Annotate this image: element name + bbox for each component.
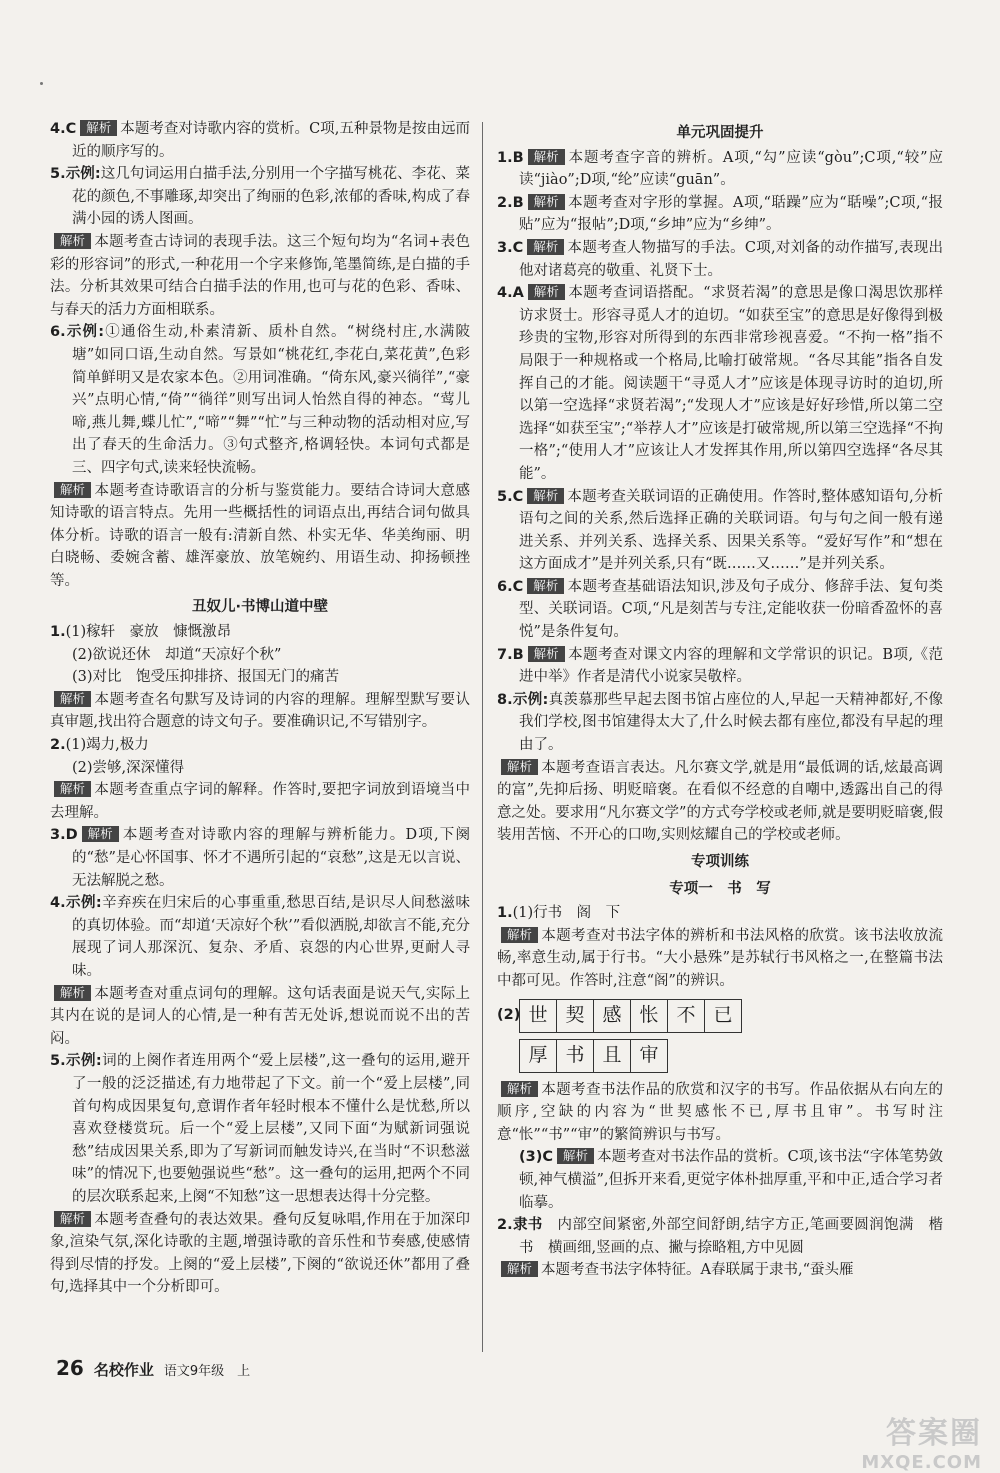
item-answer: B bbox=[512, 646, 524, 663]
analysis-tag: 解析 bbox=[501, 759, 538, 775]
analysis-paragraph bbox=[50, 231, 470, 321]
analysis-tag: 解析 bbox=[528, 194, 565, 210]
analysis-tag: 解析 bbox=[528, 149, 565, 165]
analysis-paragraph bbox=[497, 757, 943, 847]
analysis-paragraph bbox=[50, 689, 470, 734]
watermark-url: MXQE.COM bbox=[861, 1452, 982, 1473]
item-text: 本题考查对诗歌内容的赏析。C项,五种景物是按由远而近的顺序写的。 bbox=[72, 121, 470, 160]
answer-item bbox=[497, 282, 943, 485]
calligraphy-grid-1 bbox=[519, 999, 742, 1033]
answer-subitem bbox=[497, 1146, 943, 1214]
page-footer bbox=[56, 1356, 250, 1380]
answer-item bbox=[50, 118, 470, 163]
watermark bbox=[861, 1408, 982, 1473]
answer-item bbox=[50, 321, 470, 479]
calligraphy-cell: 厚 bbox=[520, 1040, 557, 1072]
calligraphy-cell: 感 bbox=[594, 1000, 631, 1032]
item-text: 本题考查对书法字体的辨析和书法风格的欣赏。该书法收放流畅,率意生动,属于行书。“大小悬殊”是苏轼行书风格之一,在整篇书法中都可见。作答时,注意“阁”的辨识。 bbox=[497, 927, 943, 989]
analysis-paragraph bbox=[497, 1079, 943, 1147]
item-text: 本题考查对重点词句的理解。这句话表面是说天气,实际上其内在说的是词人的心情,是一种有苦无处诉,想说而说不出的苦闷。 bbox=[50, 985, 470, 1047]
calligraphy-cell: 已 bbox=[713, 1004, 733, 1027]
analysis-paragraph bbox=[497, 925, 943, 993]
answer-item bbox=[50, 824, 470, 892]
item-text: (2)尝够,深深懂得 bbox=[72, 759, 185, 776]
item-text: ①通俗生动,朴素清新、质朴自然。“树绕村庄,水满陂塘”如同口语,生动自然。写景如“桃花红,李花白,菜花黄”,色彩简单鲜明又是农家本色。②用词准确。“倚东风,豪兴徜徉”,“豪兴”点明心情,“倚”“徜徉”则写出词人怡然自得的神态。“莺儿啼,燕儿舞,蝶儿忙”,“啼”“舞”“忙”与三种动物的活动相对应,写出了春天的生命活力。③句式整齐,格调轻快。本词句式都是三、四字句式,读来轻快流畅。 bbox=[72, 324, 470, 476]
book-title: 名校作业 bbox=[93, 1361, 154, 1379]
item-text: 本题考查基础语法知识,涉及句子成分、修辞手法、复句类型、关联词语。C项,“凡是刻苦与专注,定能收获一份暗香盈怀的喜悦”是条件复句。 bbox=[519, 578, 943, 641]
item-text: 本题考查诗歌语言的分析与鉴赏能力。要结合诗词大意感知诗歌的语言特点。先用一些概括性的词语点出,再结合词句做具体分析。诗歌的语言一般有:清新自然、朴实无华、华美绚丽、明白晓畅、委婉含蓄、雄浑豪放、放笔婉约、用语生动、抑扬顿挫等。 bbox=[50, 482, 470, 589]
item-text: 本题考查书法字体特征。A春联属于隶书,“蚕头雁 bbox=[541, 1262, 854, 1279]
section-title: 专项一 书 写 bbox=[669, 880, 771, 897]
calligraphy-label: (2) bbox=[497, 1007, 521, 1024]
calligraphy-grid-2 bbox=[519, 1039, 668, 1073]
item-number: 4. bbox=[50, 895, 66, 912]
answer-item bbox=[50, 734, 470, 757]
analysis-tag: 解析 bbox=[528, 646, 565, 662]
page-number: 26 bbox=[56, 1356, 84, 1380]
item-text: 本题考查对诗歌内容的理解与辨析能力。D项,下阕的“愁”是心怀国事、怀才不遇所引起的“哀愁”,这是无以言说、无法解脱之愁。 bbox=[72, 827, 470, 889]
item-answer: B bbox=[512, 149, 524, 166]
calligraphy-cell: 且 bbox=[594, 1040, 631, 1072]
analysis-paragraph bbox=[50, 779, 470, 824]
analysis-tag: 解析 bbox=[82, 826, 119, 842]
answer-item bbox=[50, 892, 470, 982]
item-text: 本题考查词语搭配。“求贤若渴”的意思是像口渴思饮那样访求贤士。形容寻觅人才的迫切。“如获至宝”的意思是好像得到极珍贵的宝物,形容对所得到的东西非常珍视喜爱。“不拘一格”指不局限于一种规格或一个格局,比喻打破常规。“各尽其能”指各自发挥自己的才能。阅读题干“寻觅人才”应该是体现寻访时的迫切,所以第一空选择“求贤若渴”;“发现人才”应该是好好珍惜,所以第二空选择“如获至宝”;“举荐人才”应该是打破常规,所以第三空选择“不拘一格”;“使用人才”应该让人才发挥其作用,所以第四空选择“各尽其能”。 bbox=[519, 285, 943, 482]
item-number: 3. bbox=[50, 827, 66, 844]
calligraphy-cell: 审 bbox=[639, 1044, 659, 1067]
analysis-tag: 解析 bbox=[501, 1261, 538, 1277]
answer-subitem bbox=[50, 644, 470, 667]
item-number: 1. bbox=[497, 905, 513, 922]
left-column bbox=[50, 118, 470, 1299]
item-text: 本题考查对字形的掌握。A项,“聒躁”应为“聒噪”;C项,“报贴”应为“报帖”;D项,“乡坤”应为“乡绅”。 bbox=[519, 194, 943, 234]
item-answer: 示例: bbox=[65, 1053, 102, 1070]
answer-item bbox=[50, 621, 470, 644]
item-number: 5. bbox=[50, 1053, 66, 1070]
item-text: 本题考查叠句的表达效果。叠句反复咏唱,作用在于加深印象,渲染气氛,深化诗歌的主题,增强诗歌的音乐性和节奏感,使感情得到尽情的抒发。上阕的“爱上层楼”,下阕的“欲说还休”都用了叠句,选择其中一个分析即可。 bbox=[50, 1211, 470, 1296]
item-text: 本题考查人物描写的手法。C项,对刘备的动作描写,表现出他对诸葛亮的敬重、礼贤下士。 bbox=[519, 239, 943, 279]
analysis-tag: 解析 bbox=[527, 578, 564, 594]
item-text: 本题考查古诗词的表现手法。这三个短句均为“名词+表色彩的形容词”的形式,一种花用一个字来修饰,笔墨简练,是白描的手法。分析其效果可结合白描手法的作用,也可与花的色彩、香味、与春天的活力方面相联系。 bbox=[50, 233, 470, 318]
answer-item bbox=[497, 1214, 943, 1259]
item-text: 本题考查重点字词的解释。作答时,要把字词放到语境当中去理解。 bbox=[50, 782, 470, 821]
answer-item bbox=[497, 486, 943, 576]
right-column-upper bbox=[497, 122, 943, 993]
answer-subitem bbox=[50, 757, 470, 780]
item-number: 5. bbox=[497, 488, 513, 505]
analysis-tag: 解析 bbox=[54, 482, 91, 498]
item-text: (1)稼轩 豪放 慷慨激昂 bbox=[65, 624, 232, 641]
answer-item bbox=[497, 689, 943, 757]
item-text: (1)行书 阁 下 bbox=[512, 905, 621, 922]
scan-dot bbox=[40, 82, 43, 85]
answer-item bbox=[50, 163, 470, 231]
analysis-tag: 解析 bbox=[54, 985, 91, 1001]
item-number: 8. bbox=[497, 691, 513, 708]
analysis-tag: 解析 bbox=[557, 1148, 594, 1164]
item-text: 本题考查对课文内容的理解和文学常识的识记。B项,《范进中举》作者是清代小说家吴敬梓。 bbox=[519, 646, 943, 686]
item-text: 真羡慕那些早起去图书馆占座位的人,早起一天精神都好,不像我们学校,图书馆建得太大了,什么时候去都有座位,都没有早起的理由了。 bbox=[519, 691, 943, 754]
item-text: 词的上阕作者连用两个“爱上层楼”,这一叠句的运用,避开了一般的泛泛描述,有力地带起了下文。前一个“爱上层楼”,同首句构成因果复句,意谓作者年轻时根本不懂什么是忧愁,所以喜欢登楼赏玩。后一个“爱上层楼”,又同下面“为赋新词强说愁”结成因果关系,即为了写新词而触发诗兴,在当时“不识愁滋味”的情况下,也要勉强说些“愁”。这一叠句的运用,把两个不同的层次联系起来,上阕“不知愁”这一思想表达得十分完整。 bbox=[72, 1053, 470, 1205]
answer-subitem bbox=[50, 666, 470, 689]
answer-item bbox=[497, 644, 943, 689]
calligraphy-cell: 契 bbox=[557, 1000, 594, 1032]
calligraphy-cell: 不 bbox=[668, 1000, 705, 1032]
item-answer: B bbox=[512, 194, 524, 211]
item-number: 3. bbox=[497, 239, 513, 256]
item-text: (1)竭力,极力 bbox=[65, 737, 149, 754]
item-text: 本题考查书法作品的欣赏和汉字的书写。作品依据从右向左的顺序,空缺的内容为“世契感怅不已,厚书且审”。书写时注意“怅”“书”“审”的繁简辨识与书写。 bbox=[497, 1081, 943, 1143]
subject-grade: 语文9年级 上 bbox=[163, 1364, 251, 1379]
section-title: 专项训练 bbox=[691, 854, 749, 870]
item-number: 4. bbox=[497, 285, 513, 302]
item-text: 本题考查关联词语的正确使用。作答时,整体感知语句,分析语句之间的关系,然后选择正确的关联词语。句与句之间一般有递进关系、并列关系、选择关系、因果关系等。“爱好写作”和“想在这方面成才”是并列关系,只有“既……又……”是并列关系。 bbox=[519, 488, 943, 573]
item-text: 本题考查字音的辨析。A项,“勾”应读“gòu”;C项,“较”应读“jiào”;D项,“纶”应读“guān”。 bbox=[519, 149, 943, 189]
item-answer: C bbox=[65, 121, 77, 137]
item-text: 本题考查对书法作品的赏析。C项,该书法“字体笔势敛顿,神气横溢”,但拆开来看,更觉字体朴拙厚重,平和中正,适合学习者临摹。 bbox=[519, 1149, 943, 1211]
item-number: 7. bbox=[497, 646, 513, 663]
item-number: 6. bbox=[497, 578, 513, 595]
item-number: 5. bbox=[50, 166, 66, 183]
column-divider bbox=[482, 122, 483, 1352]
analysis-paragraph bbox=[50, 480, 470, 593]
item-text: 辛弃疾在归宋后的心事重重,愁思百结,是识尽人间愁滋味的真切体验。而“却道‘天凉好个秋’”看似洒脱,却欲言不能,充分展现了词人那深沉、复杂、矛盾、哀怨的内心世界,更耐人寻味。 bbox=[72, 895, 470, 979]
calligraphy-row-1 bbox=[497, 999, 943, 1033]
item-text: 内部空间紧密,外部空间舒朗,结字方正,笔画要圆润饱满 楷书 横画细,竖画的点、撇与捺略粗,方中见圆 bbox=[519, 1217, 944, 1256]
item-answer: 示例: bbox=[65, 895, 102, 912]
item-number: 1. bbox=[497, 149, 513, 166]
item-text: 本题考查语言表达。凡尔赛文学,就是用“最低调的话,炫最高调的富”,先抑后扬、明贬暗褒。在看似不经意的自嘲中,透露出自己的得意之处。要求用“凡尔赛文学”的方式夸学校或老师,就是要明贬暗褒,假装用苦恼、不开心的口吻,实则炫耀自己的学校或老师。 bbox=[497, 759, 943, 844]
analysis-tag: 解析 bbox=[501, 927, 538, 943]
watermark-main: 答案圈 bbox=[886, 1416, 982, 1451]
analysis-tag: 解析 bbox=[54, 691, 91, 707]
calligraphy-grids bbox=[497, 999, 943, 1073]
analysis-paragraph bbox=[497, 1259, 943, 1282]
section-title: 单元巩固提升 bbox=[676, 125, 764, 141]
item-number: 2. bbox=[50, 737, 66, 754]
item-text: 这几句词运用白描手法,分别用一个字描写桃花、李花、菜花的颜色,不事雕琢,却突出了绚丽的色彩,浓郁的香味,构成了春满小园的诱人图画。 bbox=[72, 166, 470, 228]
calligraphy-cell: 书 bbox=[557, 1040, 594, 1072]
analysis-tag: 解析 bbox=[501, 1081, 538, 1097]
item-answer: C bbox=[512, 578, 524, 595]
item-answer: 隶书 bbox=[512, 1217, 543, 1234]
item-answer: C bbox=[512, 488, 524, 505]
calligraphy-cell: 怅 bbox=[631, 1000, 668, 1032]
item-answer: 示例: bbox=[65, 166, 101, 183]
analysis-tag: 解析 bbox=[54, 781, 91, 797]
item-text: 本题考查名句默写及诗词的内容的理解。理解型默写要认真审题,找出符合题意的诗文句子。要准确识记,不写错别字。 bbox=[50, 691, 470, 731]
item-number: 6. bbox=[50, 324, 66, 341]
answer-item bbox=[497, 902, 943, 925]
section-title: 丑奴儿·书博山道中壁 bbox=[191, 599, 328, 616]
right-column-lower bbox=[497, 1079, 943, 1282]
analysis-tag: 解析 bbox=[80, 120, 117, 136]
item-text: (2)欲说还休 却道“天凉好个秋” bbox=[72, 646, 282, 663]
item-number: 1. bbox=[50, 624, 66, 641]
answer-item bbox=[497, 192, 943, 237]
analysis-paragraph bbox=[50, 983, 470, 1051]
calligraphy-row-2 bbox=[497, 1039, 943, 1073]
analysis-paragraph bbox=[50, 1209, 470, 1299]
analysis-tag: 解析 bbox=[54, 1211, 91, 1227]
item-answer: D bbox=[65, 827, 78, 844]
calligraphy-cell: 世 bbox=[520, 1000, 557, 1032]
item-answer: A bbox=[512, 285, 524, 302]
item-text: (3)对比 饱受压抑排挤、报国无门的痛苦 bbox=[72, 669, 340, 686]
answer-item bbox=[497, 237, 943, 282]
answer-item bbox=[50, 1050, 470, 1208]
analysis-tag: 解析 bbox=[527, 239, 564, 255]
analysis-tag: 解析 bbox=[54, 233, 91, 249]
item-number: 2. bbox=[497, 1217, 513, 1234]
item-answer: 示例: bbox=[65, 324, 105, 341]
item-number: 4. bbox=[50, 121, 66, 137]
analysis-tag: 解析 bbox=[528, 284, 565, 300]
analysis-tag: 解析 bbox=[527, 488, 564, 504]
answer-item bbox=[497, 147, 943, 192]
item-answer: C bbox=[512, 239, 524, 256]
right-column bbox=[497, 118, 943, 1282]
item-number: 2. bbox=[497, 194, 513, 211]
item-answer: (3)C bbox=[519, 1149, 553, 1166]
answer-item bbox=[497, 576, 943, 644]
item-answer: 示例: bbox=[512, 691, 549, 708]
